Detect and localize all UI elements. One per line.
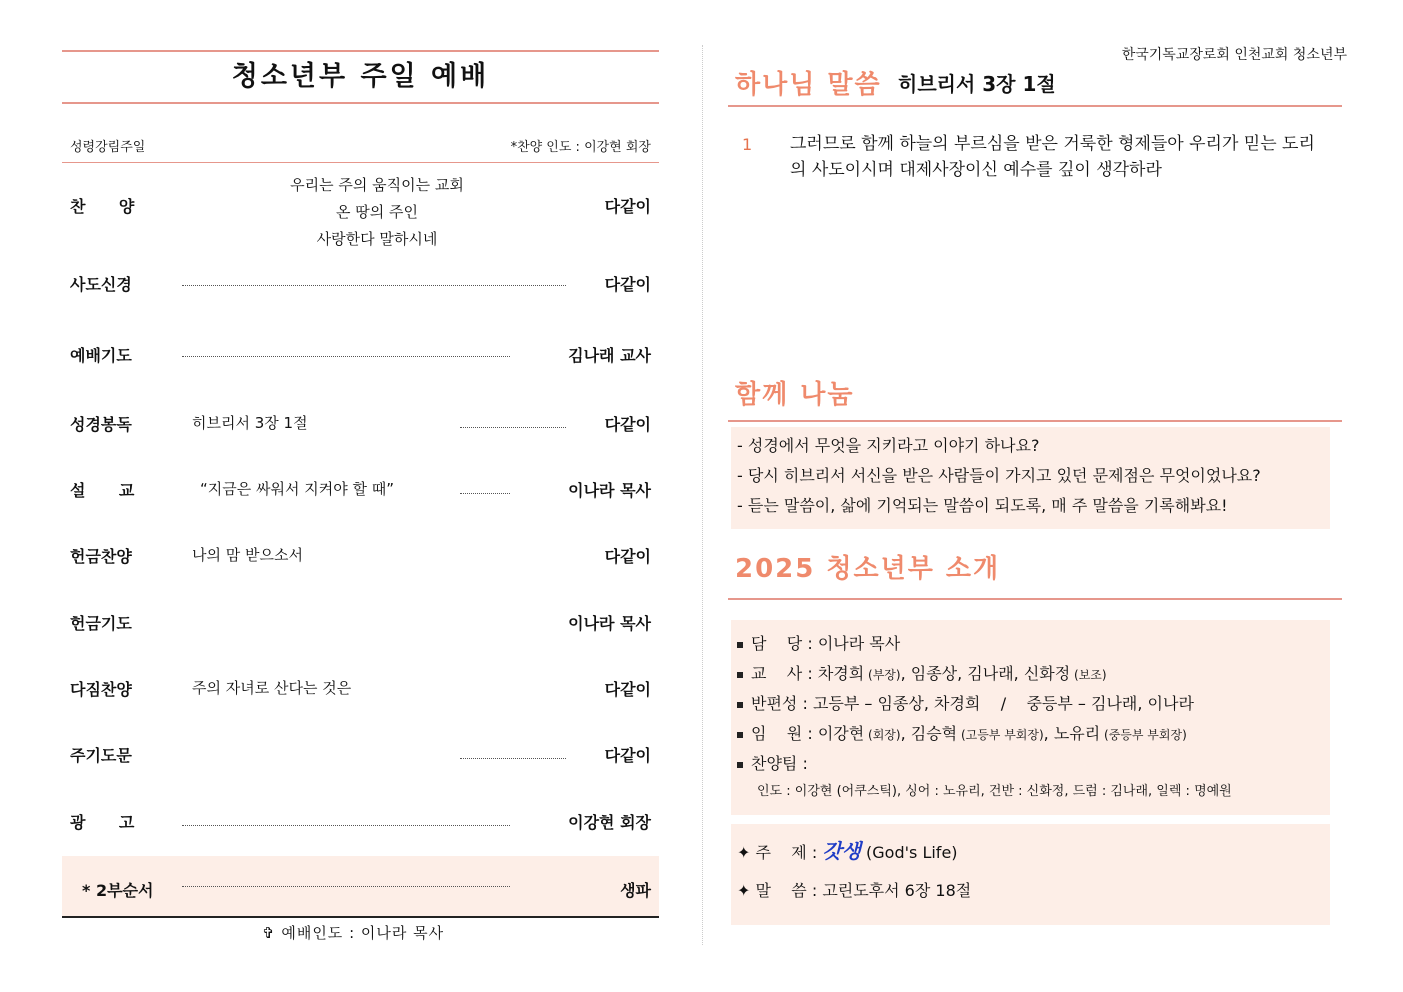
page-title: 청소년부 주일 예배 bbox=[231, 61, 490, 92]
hymn-title: 우리는 주의 움직이는 교회 bbox=[290, 176, 464, 194]
second-order-row bbox=[62, 856, 659, 916]
order-label: 찬 양 bbox=[70, 197, 135, 216]
intro-classes bbox=[731, 689, 1330, 719]
order-leader: 다같이 bbox=[604, 275, 651, 294]
page-divider bbox=[702, 45, 703, 945]
theme-word: 갓생 bbox=[822, 839, 861, 863]
bullet-square-icon bbox=[737, 642, 743, 648]
second-order-leader: 생파 bbox=[620, 881, 651, 900]
dotted-leader bbox=[460, 427, 566, 428]
intro-officers bbox=[731, 719, 1330, 749]
theme-line bbox=[731, 831, 1330, 871]
dotted-leader bbox=[460, 758, 566, 759]
order-leader: 다같이 bbox=[604, 746, 651, 765]
dotted-leader bbox=[182, 285, 566, 286]
subheader-rule bbox=[62, 162, 659, 163]
second-order-label: * 2부순서 bbox=[82, 881, 154, 900]
order-label: 주기도문 bbox=[70, 746, 132, 765]
hymn-title: 온 땅의 주인 bbox=[336, 203, 418, 221]
intro-label: 담 당 : bbox=[751, 634, 818, 653]
church-name: 한국기독교장로회 인천교회 청소년부 bbox=[1121, 47, 1347, 63]
intro-role: (부장) bbox=[864, 668, 901, 682]
praise-team-members: 인도 : 이강현 (어쿠스틱), 싱어 : 노유리, 건반 : 신화정, 드럼 : 김나래, 일렉 : 명예원 bbox=[757, 784, 1232, 799]
order-row-offering-hymn bbox=[62, 544, 659, 574]
praise-leader-note: *찬양 인도 : 이강현 회장 bbox=[510, 140, 651, 155]
order-leader: 이나라 목사 bbox=[568, 481, 651, 500]
sharing-section-rule bbox=[728, 420, 1342, 422]
sharing-questions-box bbox=[731, 427, 1330, 529]
order-leader: 이나라 목사 bbox=[568, 614, 651, 633]
order-row-lords-prayer bbox=[62, 743, 659, 773]
theme-label: ✦ 주 제 : bbox=[737, 843, 823, 862]
intro-label: 찬양팀 : bbox=[751, 754, 808, 773]
bullet-square-icon bbox=[737, 702, 743, 708]
intro-teachers bbox=[731, 659, 1330, 689]
sharing-question: - 성경에서 무엇을 지키라고 이야기 하나요? bbox=[737, 436, 1040, 455]
dotted-leader bbox=[182, 825, 510, 826]
intro-label: 임 원 : bbox=[751, 724, 818, 743]
theme-box bbox=[731, 824, 1330, 925]
hymn-list bbox=[262, 172, 492, 253]
order-row-creed bbox=[62, 272, 659, 302]
order-leader: 다같이 bbox=[604, 547, 651, 566]
intro-label: 반편성 : bbox=[751, 694, 813, 713]
intro-value: 이나라 목사 bbox=[817, 634, 901, 653]
order-row-prayer bbox=[62, 343, 659, 373]
order-row-announcements bbox=[62, 810, 659, 840]
verse-number: 1 bbox=[742, 135, 753, 154]
intro-value: , 임종상, 김나래, 신화정 bbox=[900, 664, 1071, 683]
theme-verse: 고린도후서 6장 18절 bbox=[822, 881, 972, 900]
verse-reference: 히브리서 3장 1절 bbox=[898, 72, 1056, 96]
theme-verse-label: ✦ 말 씀 : bbox=[737, 881, 823, 900]
bulletin-left-page bbox=[62, 50, 659, 163]
order-row-hymn bbox=[62, 170, 659, 250]
intro-in-charge bbox=[731, 629, 1330, 659]
order-label: 헌금기도 bbox=[70, 614, 132, 633]
order-content: 히브리서 3장 1절 bbox=[192, 414, 308, 432]
order-row-commitment-hymn bbox=[62, 677, 659, 707]
intro-role: (보조) bbox=[1070, 668, 1107, 682]
sharing-question: - 듣는 말씀이, 삶에 기억되는 말씀이 되도록, 매 주 말씀을 기록해봐요! bbox=[737, 496, 1228, 515]
intro-praise-team bbox=[731, 749, 1330, 779]
bullet-square-icon bbox=[737, 672, 743, 678]
dotted-leader bbox=[460, 493, 510, 494]
bullet-square-icon bbox=[737, 732, 743, 738]
order-row-reading bbox=[62, 412, 659, 442]
intro-role: (회장) bbox=[864, 728, 901, 742]
intro-role: (고등부 부회장) bbox=[957, 728, 1044, 742]
sunday-name: 성령강림주일 bbox=[70, 140, 146, 155]
order-leader: 다같이 bbox=[604, 680, 651, 699]
order-content: 나의 맘 받으소서 bbox=[192, 546, 303, 564]
bottom-rule bbox=[62, 916, 659, 918]
verse-text: 그러므로 함께 하늘의 부르심을 받은 거룩한 형제들아 우리가 믿는 도리의 사도이시며 대제사장이신 예수를 깊이 생각하라 bbox=[790, 134, 1315, 180]
order-row-sermon bbox=[62, 478, 659, 508]
order-label: 광 고 bbox=[70, 813, 135, 832]
order-label: 헌금찬양 bbox=[70, 547, 132, 566]
intro-value: , 노유리 bbox=[1043, 724, 1101, 743]
word-section-title: 하나님 말씀 bbox=[735, 70, 882, 100]
order-row-offering-prayer bbox=[62, 611, 659, 641]
sermon-title: “지금은 싸워서 지켜야 할 때” bbox=[200, 480, 395, 498]
bullet-square-icon bbox=[737, 762, 743, 768]
sharing-section-title: 함께 나눔 bbox=[735, 380, 855, 410]
service-leader: ✞ 예배인도 : 이나라 목사 bbox=[262, 924, 445, 942]
theme-english: (God's Life) bbox=[860, 843, 958, 862]
hymn-title: 사랑한다 말하시네 bbox=[316, 230, 438, 248]
intro-section-title: 2025 청소년부 소개 bbox=[735, 554, 1001, 584]
order-content: 주의 자녀로 산다는 것은 bbox=[192, 679, 352, 697]
order-label: 성경봉독 bbox=[70, 415, 132, 434]
order-label: 예배기도 bbox=[70, 346, 132, 365]
intro-role: (중등부 부회장) bbox=[1100, 728, 1187, 742]
order-leader: 다같이 bbox=[604, 197, 651, 216]
order-leader: 김나래 교사 bbox=[568, 346, 651, 365]
dotted-leader bbox=[182, 886, 510, 887]
intro-value: , 김승혁 bbox=[900, 724, 958, 743]
word-section-rule bbox=[728, 105, 1342, 107]
theme-verse-line bbox=[731, 871, 1330, 911]
subheader bbox=[62, 128, 659, 162]
order-leader: 다같이 bbox=[604, 415, 651, 434]
sharing-question: - 당시 히브리서 서신을 받은 사람들이 가지고 있던 문제점은 무엇이었나요? bbox=[737, 466, 1261, 485]
intro-value: 차경희 bbox=[817, 664, 865, 683]
title-bottom-rule bbox=[62, 102, 659, 104]
intro-value: 이강현 bbox=[817, 724, 865, 743]
intro-box bbox=[731, 620, 1330, 815]
order-label: 사도신경 bbox=[70, 275, 132, 294]
dotted-leader bbox=[182, 356, 510, 357]
intro-section-rule bbox=[728, 598, 1342, 600]
order-leader: 이강현 회장 bbox=[568, 813, 651, 832]
order-label: 설 교 bbox=[70, 481, 135, 500]
order-label: 다짐찬양 bbox=[70, 680, 132, 699]
intro-label: 교 사 : bbox=[751, 664, 818, 683]
intro-value: 고등부 – 임종상, 차경희 / 중등부 – 김나래, 이나라 bbox=[812, 694, 1194, 713]
